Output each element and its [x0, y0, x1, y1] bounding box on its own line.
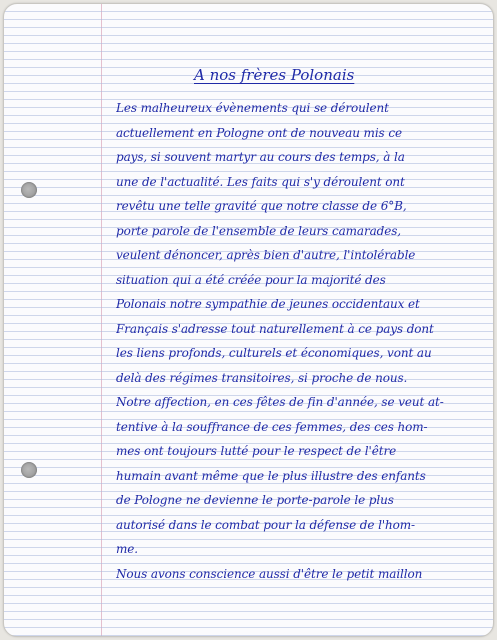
text-line: me. [116, 542, 138, 556]
text-line: Les malheureux évènements qui se déroulent [116, 101, 389, 115]
punch-hole [21, 462, 37, 478]
text-line: pays, si souvent martyr au cours des temps, à la [116, 150, 405, 164]
notebook-page [3, 3, 494, 637]
text-line: Français s'adresse tout naturellement à ce pays dont [116, 321, 434, 336]
punch-hole [21, 182, 37, 198]
text-line: situation qui a été créée pour la majorité des [116, 272, 386, 287]
letter-body [116, 96, 488, 586]
text-line: actuellement en Pologne ont de nouveau mis ce [116, 125, 402, 140]
letter-title: A nos frères Polonais [194, 66, 355, 84]
text-line: une de l'actualité. Les faits qui s'y déroulent ont [116, 174, 405, 189]
text-line: humain avant même que le plus illustre des enfants [116, 468, 426, 483]
text-line: revêtu une telle gravité que notre classe de 6°B, [116, 199, 407, 213]
text-line: porte parole de l'ensemble de leurs camarades, [116, 223, 402, 238]
text-line: de Pologne ne devienne le porte-parole le plus [116, 493, 394, 507]
text-line: veulent dénoncer, après bien d'autre, l'intolérable [116, 248, 416, 262]
text-line: autorisé dans le combat pour la défense de l'hom- [116, 517, 416, 532]
text-line: delà des régimes transitoires, si proche de nous. [116, 370, 408, 385]
text-line: mes ont toujours lutté pour le respect de l'être [116, 444, 397, 458]
text-line: Notre affection, en ces fêtes de fin d'année, se veut at- [116, 395, 444, 409]
text-line: Nous avons conscience aussi d'être le petit maillon [116, 566, 423, 581]
text-line: Polonais notre sympathie de jeunes occidentaux et [116, 297, 420, 311]
text-line: tentive à la souffrance de ces femmes, des ces hom- [116, 419, 428, 434]
text-line: les liens profonds, culturels et économiques, vont au [116, 346, 432, 360]
